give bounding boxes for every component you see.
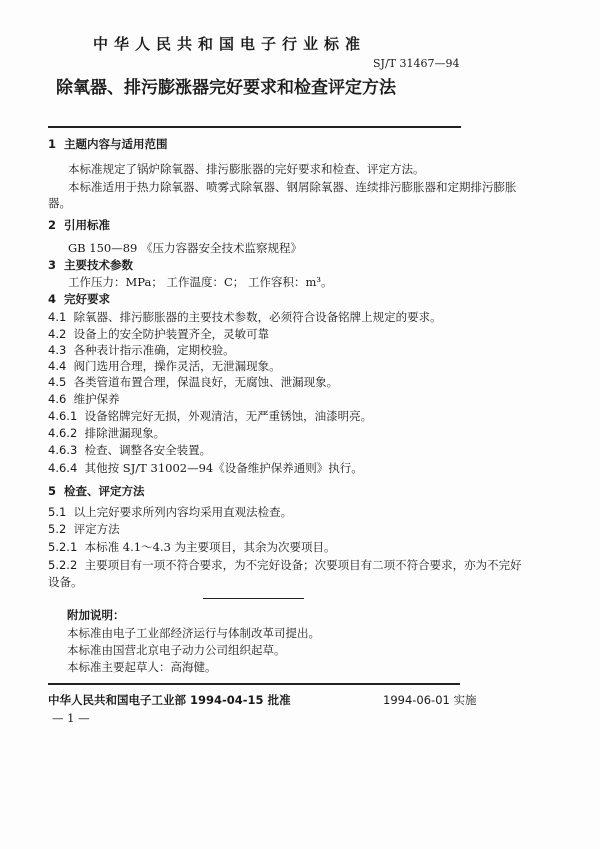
clause-number: 5.2.2 — [48, 558, 78, 572]
clause-number: 4.2 — [48, 327, 67, 341]
clause-number: 4.3 — [48, 343, 67, 357]
parameters-line: 工作压力：MPa； 工作温度：C； 工作容积：m³。 — [68, 275, 333, 289]
section-title: 引用标准 — [64, 218, 111, 232]
clause-continuation: 设备。 — [48, 575, 83, 589]
clause — [48, 505, 292, 519]
section-number: 3 — [48, 258, 57, 272]
section-number: 5 — [48, 484, 57, 498]
page-number: — 1 — — [52, 711, 90, 725]
approval-line: 中华人民共和国电子工业部 1994-04-15 批准 — [48, 693, 291, 707]
clause — [48, 443, 211, 457]
clause-text: 各种表计指示准确，定期校验。 — [73, 343, 235, 357]
org-standard-header: 中华人民共和国电子行业标准 — [93, 35, 367, 53]
clause-number: 4.5 — [48, 375, 67, 389]
section-title: 主题内容与适用范围 — [64, 137, 168, 151]
clause — [48, 409, 372, 423]
clause-number: 5.2 — [48, 522, 67, 536]
reference-standard: GB 150—89 《压力容器安全技术监察规程》 — [68, 241, 303, 255]
clause-text: 阀门选用合理，操作灵活，无泄漏现象。 — [73, 359, 281, 373]
clause-text: 检查、调整各安全装置。 — [84, 443, 212, 457]
clause — [48, 558, 522, 572]
clause-text: 主要项目有一项不符合要求，为不完好设备；次要项目有二项不符合要求，亦为不完好 — [84, 558, 522, 572]
clause-text: 本标准 4.1～4.3 为主要项目，其余为次要项目。 — [84, 540, 336, 554]
clause — [48, 327, 269, 341]
section-title: 主要技术参数 — [64, 258, 134, 272]
clause-number: 4.6.2 — [48, 426, 78, 440]
clause — [48, 426, 165, 440]
clause-number: 4.1 — [48, 310, 67, 324]
effective-date: 1994-06-01 实施 — [383, 693, 477, 707]
section-3-heading — [48, 258, 133, 272]
section-1-heading — [48, 137, 168, 151]
note-line: 本标准由电子工业部经济运行与体制改革司提出。 — [67, 626, 320, 640]
clause-number: 4.6 — [48, 392, 67, 406]
clause-number: 4.6.3 — [48, 443, 78, 457]
clause — [48, 343, 235, 357]
section-5-heading — [48, 484, 145, 498]
clause-number: 4.6.1 — [48, 409, 78, 423]
section-2-heading — [48, 218, 110, 232]
clause-text: 维护保养 — [73, 392, 120, 406]
clause-text: 各类管道布置合理，保温良好，无腐蚀、泄漏现象。 — [73, 375, 339, 389]
document-title: 除氧器、排污膨涨器完好要求和检查评定方法 — [56, 78, 396, 98]
paragraph: 本标准适用于热力除氧器、喷雾式除氧器、钢屑除氧器、连续排污膨胀器和定期排污膨胀 — [68, 180, 517, 194]
section-number: 2 — [48, 218, 57, 232]
clause-text: 设备铭牌完好无损，外观清洁，无严重锈蚀，油漆明亮。 — [84, 409, 373, 423]
clause — [48, 461, 363, 475]
section-4-heading — [48, 292, 110, 306]
clause-text: 除氧器、排污膨胀器的主要技术参数，必须符合设备铭牌上规定的要求。 — [73, 310, 442, 324]
clause — [48, 392, 120, 406]
clause-number: 4.6.4 — [48, 461, 78, 475]
paragraph: 本标准规定了锅炉除氧器、排污膨胀器的完好要求和检查、评定方法。 — [68, 162, 425, 176]
standard-code: SJ/T 31467—94 — [373, 57, 460, 70]
clause-number: 5.2.1 — [48, 540, 78, 554]
section-number: 4 — [48, 292, 57, 306]
section-number: 1 — [48, 137, 57, 151]
clause — [48, 540, 336, 554]
clause — [48, 310, 442, 324]
notes-heading: 附加说明： — [67, 608, 125, 622]
clause — [48, 375, 338, 389]
separator-rule — [203, 598, 304, 599]
clause-text: 以上完好要求所列内容均采用直观法检查。 — [73, 505, 293, 519]
paragraph: 器。 — [48, 196, 71, 210]
section-title: 完好要求 — [64, 292, 111, 306]
clause — [48, 522, 120, 536]
footer-rule — [48, 683, 460, 685]
title-rule — [48, 126, 461, 128]
clause-text: 排除泄漏现象。 — [84, 426, 166, 440]
section-title: 检查、评定方法 — [64, 484, 145, 498]
clause-number: 4.4 — [48, 359, 67, 373]
note-line: 本标准由国营北京电子动力公司组织起草。 — [67, 643, 286, 657]
clause-text: 设备上的安全防护装置齐全，灵敏可靠 — [73, 327, 270, 341]
clause-text: 评定方法 — [73, 522, 120, 536]
note-line: 本标准主要起草人：高海健。 — [67, 660, 217, 674]
clause — [48, 359, 281, 373]
clause-text: 其他按 SJ/T 31002—94《设备维护保养通则》执行。 — [84, 461, 363, 475]
clause-number: 5.1 — [48, 505, 67, 519]
